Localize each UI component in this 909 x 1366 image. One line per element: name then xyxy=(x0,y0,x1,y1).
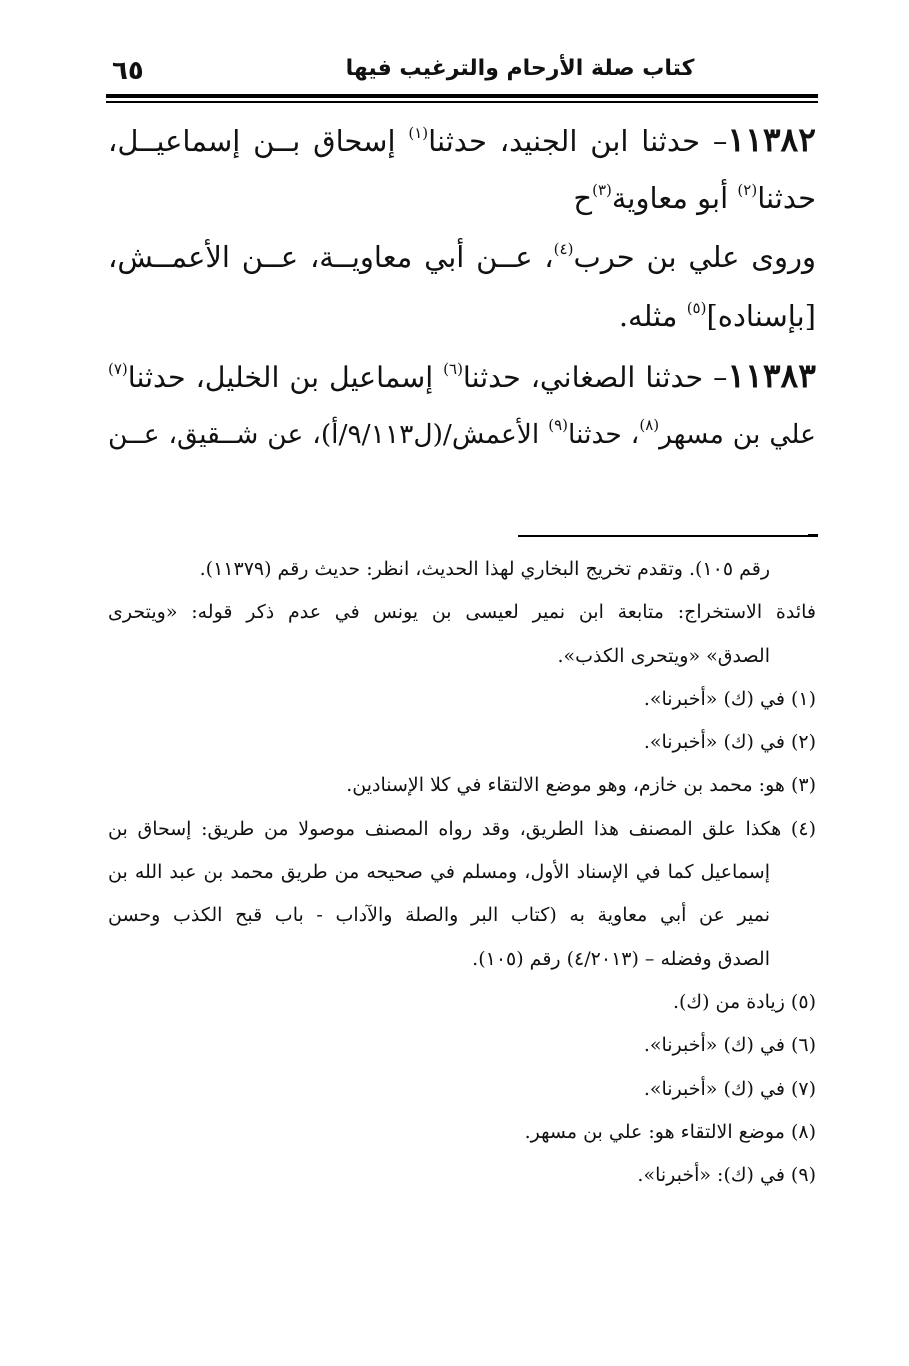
footnotes xyxy=(108,548,816,1197)
text-line xyxy=(108,346,816,405)
text-line xyxy=(108,110,816,169)
footnote-ref: (٢) xyxy=(737,181,758,199)
text-run: ح xyxy=(573,181,593,215)
footnote-line: (١) في (ك) «أخبرنا». xyxy=(643,687,816,710)
text-line xyxy=(108,169,816,228)
text-run: وروى علي بن حرب xyxy=(573,240,816,274)
text-run: حدثنا xyxy=(757,181,816,215)
footnote-line: (٩) في (ك): «أخبرنا». xyxy=(637,1164,816,1187)
footnote-line: (٦) في (ك) «أخبرنا». xyxy=(643,1034,816,1057)
main-text xyxy=(108,110,816,464)
footnote-line: (٧) في (ك) «أخبرنا». xyxy=(643,1077,816,1100)
header-rule-thin xyxy=(106,101,818,103)
text-run: – حدثنا ابن الجنيد، حدثنا xyxy=(428,124,728,158)
footnote-ref: (١) xyxy=(408,124,429,142)
text-run: إسماعيل بن الخليل، حدثنا xyxy=(127,361,444,394)
footnote-ref: (٥) xyxy=(686,299,707,317)
text-run: مثله. xyxy=(618,299,687,333)
footnote-ref: (٣) xyxy=(592,181,612,199)
text-run: [بإسناده] xyxy=(706,299,816,333)
footnote-continuation-mark xyxy=(808,534,818,537)
page-number: ٦٥ xyxy=(112,56,144,86)
footnote-line: (٢) في (ك) «أخبرنا». xyxy=(643,731,816,754)
footnote-ref: (٦) xyxy=(443,360,463,378)
text-run: أبو معاوية xyxy=(611,181,738,215)
footnote-ref: (٩) xyxy=(548,416,569,434)
text-line xyxy=(108,228,816,287)
footnote-ref: (٤) xyxy=(553,240,574,258)
footnote-line: الصدق» «ويتحرى الكذب». xyxy=(557,644,770,667)
text-run: ، عــن أبي معاويــة، عــن الأعمــش، xyxy=(108,240,554,274)
footnote-ref: (٨) xyxy=(639,416,660,434)
footnote-line: الصدق وفضله – (٤/٢٠١٣) رقم (١٠٥). xyxy=(472,947,770,970)
footnote-separator xyxy=(518,535,818,537)
footnote-line: (٣) هو: محمد بن خازم، وهو موضع الالتقاء في كلا الإسنادين. xyxy=(346,774,816,797)
hadith-number: ١١٣٨٣ xyxy=(727,356,816,395)
footnote-line: (٥) زيادة من (ك). xyxy=(672,990,816,1013)
text-run: إسحاق بــن إسماعيــل، xyxy=(108,124,409,158)
text-line xyxy=(108,405,816,464)
header-rule-thick xyxy=(106,94,818,98)
text-run: علي بن مسهر xyxy=(659,419,816,450)
hadith-number: ١١٣٨٢ xyxy=(727,120,816,159)
footnote-ref: (٧) xyxy=(108,360,128,378)
footnote-line: فائدة الاستخراج: متابعة ابن نمير لعيسى بن يونس في عدم ذكر قوله: «ويتحرى xyxy=(108,601,816,624)
running-header-title: كتاب صلة الأرحام والترغيب فيها xyxy=(345,56,695,81)
footnote-line: رقم ١٠٥). وتقدم تخريج البخاري لهذا الحديث، انظر: حديث رقم (١١٣٧٩). xyxy=(199,558,770,580)
text-run: ، حدثنا xyxy=(568,419,640,450)
footnote-line: إسماعيل كما في الإسناد الأول، ومسلم في صحيحه من طريق محمد بن عبد الله بن xyxy=(108,861,770,884)
footnote-line: (٤) هكذا علق المصنف هذا الطريق، وقد رواه المصنف موصولا من طريق: إسحاق بن xyxy=(108,817,816,840)
text-run: – حدثنا الصغاني، حدثنا xyxy=(462,361,728,394)
footnote-line: نمير عن أبي معاوية به (كتاب البر والصلة والآداب - باب قبح الكذب وحسن xyxy=(108,904,770,927)
text-run: الأعمش/(ل٩/١١٣/أ)، عن شــقيق، عــن xyxy=(108,419,549,450)
footnote-line: (٨) موضع الالتقاء هو: علي بن مسهر. xyxy=(524,1120,816,1143)
text-line xyxy=(108,287,816,346)
